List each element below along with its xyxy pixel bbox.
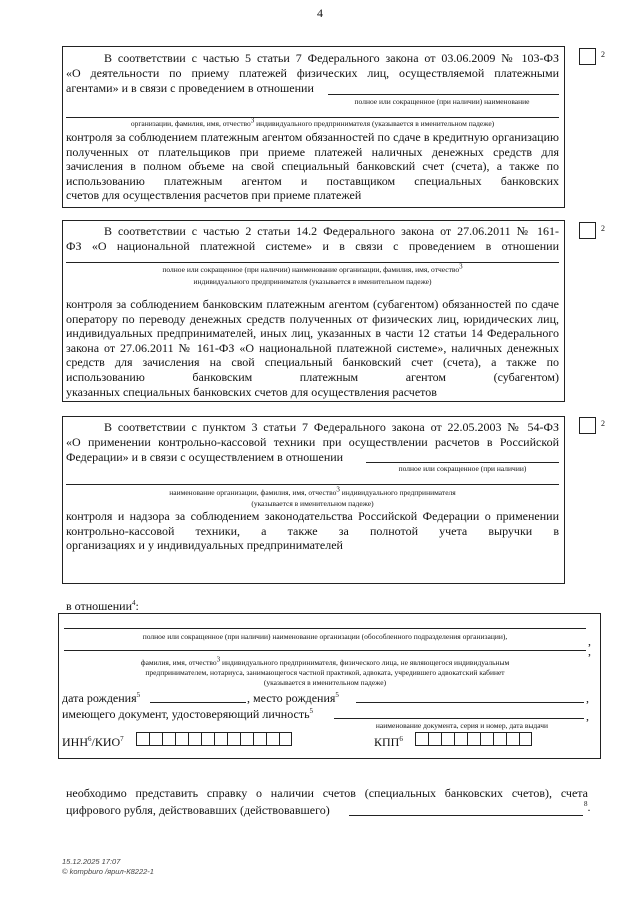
subject-label: в отношении$^4$: xyxy=(66,599,139,613)
section2-name-line[interactable] xyxy=(66,262,559,263)
section2-body: контроля за соблюдением банковским платежным агентом (субагентом) обязанностей по сдаче оператору по переводу денежных средств полученных от физических лиц, юридических лиц, индивидуальных предпринимателей, иных лиц, указанных в части 12 статьи 14 Федерального закона от 27.06.2011 № 161-ФЗ «О национальной платежной системе», наличных денежных средств для зачисления на свой специальный банковский счет (счета), а также по использованию банковским платежным агентом (субагентом) xyxy=(66,297,559,384)
id-doc-label: имеющего документ, удостоверяющий личность$^5$ xyxy=(62,707,314,721)
kpp-digit-cell[interactable] xyxy=(441,732,454,746)
section3-caption-3: (указывается в именительном падеже) xyxy=(251,499,374,508)
subject-caption-2: фамилия, имя, отчество$^3$ индивидуального предпринимателя, физического лица, не являющегося индивидуальным xyxy=(140,655,510,667)
section1-name-line-2[interactable] xyxy=(66,117,559,118)
kpp-digit-cell[interactable] xyxy=(415,732,428,746)
section3-line1: В соответствии с пунктом 3 статьи 7 Федерального закона от 22.05.2003 № 54-ФЗ xyxy=(104,420,559,434)
inn-digit-cell[interactable] xyxy=(188,732,201,746)
section3-name-line-2[interactable] xyxy=(66,484,559,485)
inn-kio-cells[interactable] xyxy=(136,732,292,746)
section3-body: контроля и надзора за соблюдением законодательства Российской Федерации о применении контрольно-кассовой техники, а также за полнотой учета выручки в xyxy=(66,509,559,538)
checkbox-footnote: 2 xyxy=(601,50,605,59)
id-doc-caption: наименование документа, серия и номер, дата выдачи xyxy=(375,721,549,730)
birth-date-field[interactable] xyxy=(150,702,246,703)
subject-caption-3: предпринимателем, нотариуса, занимающегося частной практикой, адвоката, учредившего адвокатский кабинет xyxy=(145,668,505,677)
subject-comma-2: , xyxy=(588,644,591,658)
section1-body: контроля за соблюдением платежным агентом обязанностей по сдаче в кредитную организацию полученных от плательщиков при приеме платежей наличных денежных средств для зачисления в полном объеме на свой специальный банковский счет (счета), а также по использованию платежным агентом и поставщиком специальных банковских xyxy=(66,130,559,188)
subject-person-line[interactable] xyxy=(64,650,586,651)
birth-place-field[interactable] xyxy=(356,702,584,703)
kpp-cells[interactable] xyxy=(415,732,532,746)
subject-org-line[interactable] xyxy=(64,628,586,629)
id-doc-field[interactable] xyxy=(334,718,584,719)
closing-body: необходимо представить справку о наличии счетов (специальных банковских счетов), счета xyxy=(66,786,588,800)
section1-line1: В соответствии с частью 5 статьи 7 Федерального закона от 03.06.2009 № 103-ФЗ xyxy=(104,51,559,65)
footer-timestamp: 15.12.2025 17:07 xyxy=(62,857,121,866)
section2-line2: ФЗ «О национальной платежной системе» и в связи с проведением в отношении xyxy=(66,239,559,253)
inn-digit-cell[interactable] xyxy=(149,732,162,746)
section-161fz-checkbox[interactable] xyxy=(579,222,596,239)
inn-digit-cell[interactable] xyxy=(240,732,253,746)
section3-line2: «О применении контрольно-кассовой техники при осуществлении расчетов в Российской xyxy=(66,435,559,449)
section1-line2: «О деятельности по приему платежей физических лиц, осуществляемой платежными xyxy=(66,66,559,80)
section3-body-last: организациях и у индивидуальных предпринимателей xyxy=(66,538,343,552)
subject-comma-4: , xyxy=(586,709,589,723)
inn-digit-cell[interactable] xyxy=(279,732,292,746)
kpp-digit-cell[interactable] xyxy=(467,732,480,746)
subject-comma-3: , xyxy=(586,691,589,705)
section3-caption-1: полное или сокращенное (при наличии) xyxy=(398,464,527,473)
section2-caption-1: полное или сокращенное (при наличии) наименование организации, фамилия, имя, отчество$^3$ xyxy=(162,262,463,274)
inn-digit-cell[interactable] xyxy=(253,732,266,746)
section1-line3: агентами» и в связи с проведением в отношении xyxy=(66,81,314,95)
section2-line1: В соответствии с частью 2 статьи 14.2 Федерального закона от 27.06.2011 № 161- xyxy=(104,224,559,238)
inn-digit-cell[interactable] xyxy=(227,732,240,746)
checkbox-footnote: 2 xyxy=(601,224,605,233)
page-number: 4 xyxy=(317,6,323,20)
closing-last: цифрового рубля, действовавших (действовавшего) xyxy=(66,803,330,817)
kpp-digit-cell[interactable] xyxy=(428,732,441,746)
section1-name-line-1[interactable] xyxy=(328,94,559,95)
section3-name-line-1[interactable] xyxy=(366,462,559,463)
section1-caption-2: организации, фамилия, имя, отчество$^3$ индивидуального предпринимателя (указывается в именительном падеже) xyxy=(130,116,495,128)
kpp-digit-cell[interactable] xyxy=(480,732,493,746)
closing-end: $^8$. xyxy=(584,800,591,814)
kpp-label: КПП$^6$ xyxy=(374,735,403,749)
section-54fz-checkbox[interactable] xyxy=(579,417,596,434)
inn-digit-cell[interactable] xyxy=(136,732,149,746)
section1-body-last: счетов для осуществления расчетов при приеме платежей xyxy=(66,188,362,202)
subject-caption-4: (указывается в именительном падеже) xyxy=(263,678,387,687)
section-103fz-checkbox[interactable] xyxy=(579,48,596,65)
birth-place-label: , место рождения$^5$ xyxy=(247,691,339,705)
closing-field[interactable] xyxy=(349,815,583,816)
section3-caption-2: наименование организации, фамилия, имя, отчество$^3$ индивидуального предпринимателя xyxy=(169,485,456,497)
birth-date-label: дата рождения$^5$ xyxy=(62,691,141,705)
kpp-digit-cell[interactable] xyxy=(493,732,506,746)
kpp-digit-cell[interactable] xyxy=(454,732,467,746)
inn-digit-cell[interactable] xyxy=(266,732,279,746)
inn-digit-cell[interactable] xyxy=(162,732,175,746)
subject-comma-1: , xyxy=(588,634,591,648)
kpp-digit-cell[interactable] xyxy=(506,732,519,746)
section2-body-last: указанных специальных банковских счетов для осуществления расчетов xyxy=(66,385,437,399)
section2-caption-2: индивидуального предпринимателя (указывается в именительном падеже) xyxy=(193,277,432,286)
inn-kio-label: ИНН$^6$/КИО$^7$ xyxy=(62,735,124,749)
section3-line3: Федерации» и в связи с осуществлением в отношении xyxy=(66,450,344,464)
inn-digit-cell[interactable] xyxy=(201,732,214,746)
inn-digit-cell[interactable] xyxy=(175,732,188,746)
subject-caption-1: полное или сокращенное (при наличии) наименование организации (обособленного подразделения организации), xyxy=(142,632,508,641)
footer-source: © kompburo /ярил-К8222-1 xyxy=(62,867,154,876)
inn-digit-cell[interactable] xyxy=(214,732,227,746)
checkbox-footnote: 2 xyxy=(601,419,605,428)
kpp-digit-cell[interactable] xyxy=(519,732,532,746)
section1-caption-1: полное или сокращенное (при наличии) наименование xyxy=(354,97,530,106)
